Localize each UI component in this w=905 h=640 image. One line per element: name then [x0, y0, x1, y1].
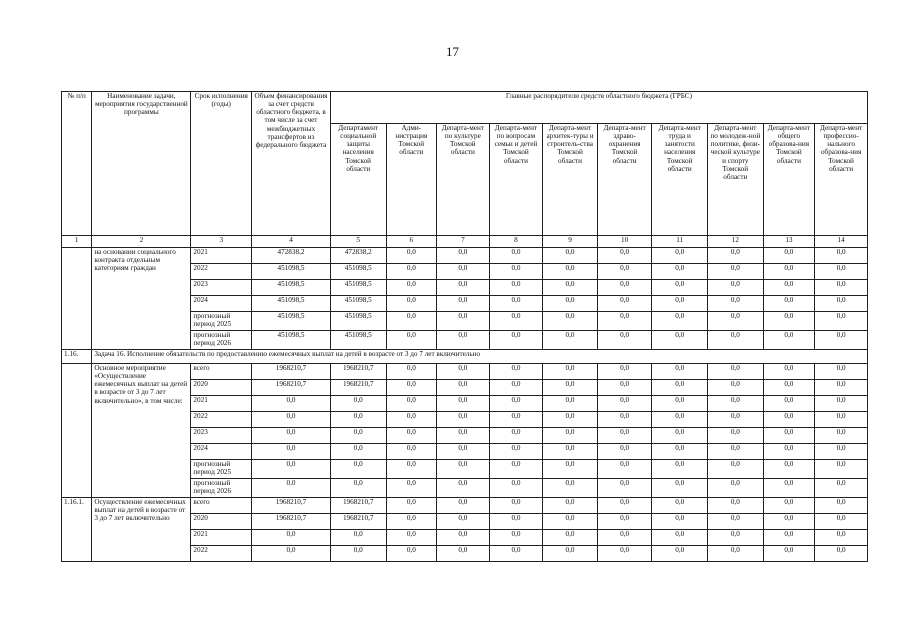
value-cell: 1968210,7	[330, 514, 386, 530]
value-cell: 0,0	[330, 546, 386, 562]
value-cell: 0,0	[543, 380, 598, 396]
term-cell: прогнозный период 2025	[191, 460, 252, 479]
value-cell: 0,0	[386, 530, 437, 546]
value-cell: 0,0	[763, 380, 815, 396]
value-cell: 0,0	[597, 498, 652, 514]
term-cell: 2023	[191, 428, 252, 444]
value-cell: 451098,5	[330, 264, 386, 280]
value-cell: 0,0	[330, 428, 386, 444]
value-cell: 0,0	[815, 364, 868, 380]
value-cell: 451098,5	[252, 296, 331, 312]
column-number-1: 1	[62, 236, 92, 248]
value-cell: 0,0	[330, 460, 386, 479]
value-cell: 0,0	[386, 412, 437, 428]
value-cell: 0,0	[815, 460, 868, 479]
column-number-9: 9	[543, 236, 598, 248]
measure-name: на основании социального контракта отдельным категориям граждан	[92, 248, 191, 350]
value-cell: 0,0	[815, 514, 868, 530]
term-cell: прогнозный период 2025	[191, 312, 252, 331]
row-num	[62, 364, 92, 498]
value-cell: 0,0	[815, 264, 868, 280]
value-cell: 0,0	[543, 264, 598, 280]
value-cell: 0,0	[386, 312, 437, 331]
value-cell: 0,0	[437, 412, 490, 428]
value-cell: 0,0	[252, 428, 331, 444]
value-cell: 0,0	[763, 296, 815, 312]
value-cell: 0,0	[652, 364, 708, 380]
term-cell: 2024	[191, 444, 252, 460]
value-cell: 0,0	[330, 444, 386, 460]
value-cell: 0,0	[386, 280, 437, 296]
value-cell: 0,0	[763, 364, 815, 380]
value-cell: 0,0	[652, 479, 708, 498]
value-cell: 0,0	[815, 412, 868, 428]
header-grbs-7: Департа-мент труда и занятости населения Томской области	[652, 124, 708, 236]
header-term: Срок исполнения (годы)	[191, 92, 252, 236]
value-cell: 0,0	[489, 530, 543, 546]
value-cell: 451098,5	[252, 312, 331, 331]
value-cell: 0,0	[815, 312, 868, 331]
value-cell: 451098,5	[330, 296, 386, 312]
value-cell: 0,0	[708, 498, 764, 514]
value-cell: 0,0	[597, 546, 652, 562]
value-cell: 0,0	[708, 514, 764, 530]
column-number-13: 13	[763, 236, 815, 248]
value-cell: 0,0	[543, 331, 598, 350]
measure-name: Осуществление ежемесячных выплат на детей в возрасте от 3 до 7 лет включительно	[92, 498, 191, 562]
value-cell: 0,0	[252, 444, 331, 460]
value-cell: 0,0	[252, 546, 331, 562]
value-cell: 0,0	[386, 514, 437, 530]
value-cell: 0,0	[543, 514, 598, 530]
value-cell: 451098,5	[330, 312, 386, 331]
value-cell: 0,0	[386, 248, 437, 264]
value-cell: 0,0	[437, 331, 490, 350]
value-cell: 0,0	[815, 546, 868, 562]
value-cell: 0,0	[252, 412, 331, 428]
value-cell: 0,0	[652, 280, 708, 296]
value-cell: 0,0	[597, 296, 652, 312]
column-number-7: 7	[437, 236, 490, 248]
value-cell: 0,0	[763, 546, 815, 562]
value-cell: 451098,5	[252, 264, 331, 280]
row-num: 1.16.1.	[62, 498, 92, 562]
value-cell: 0,0	[763, 460, 815, 479]
column-number-14: 14	[815, 236, 868, 248]
value-cell: 0,0	[252, 530, 331, 546]
term-cell: 2022	[191, 264, 252, 280]
header-grbs-5: Департа-мент архитек-туры и строитель-ства Томской области	[543, 124, 598, 236]
value-cell: 0,0	[489, 396, 543, 412]
value-cell: 0,0	[386, 364, 437, 380]
value-cell: 0,0	[543, 312, 598, 331]
value-cell: 0,0	[386, 264, 437, 280]
term-cell: 2024	[191, 296, 252, 312]
value-cell: 0,0	[386, 498, 437, 514]
column-number-5: 5	[330, 236, 386, 248]
value-cell: 0,0	[815, 280, 868, 296]
value-cell: 0,0	[763, 412, 815, 428]
value-cell: 0,0	[543, 280, 598, 296]
value-cell: 0,0	[330, 396, 386, 412]
value-cell: 0,0	[763, 331, 815, 350]
value-cell: 472838,2	[252, 248, 331, 264]
value-cell: 0,0	[597, 460, 652, 479]
term-cell: всего	[191, 364, 252, 380]
value-cell: 0,0	[597, 396, 652, 412]
value-cell: 0,0	[437, 530, 490, 546]
value-cell: 0,0	[543, 546, 598, 562]
financing-table	[61, 91, 868, 562]
value-cell: 0,0	[252, 396, 331, 412]
column-number-6: 6	[386, 236, 437, 248]
term-cell: прогнозный период 2026	[191, 331, 252, 350]
value-cell: 0,0	[708, 296, 764, 312]
value-cell: 0,0	[708, 530, 764, 546]
term-cell: 2021	[191, 530, 252, 546]
value-cell: 0,0	[489, 514, 543, 530]
term-cell: 2020	[191, 380, 252, 396]
value-cell: 0,0	[763, 498, 815, 514]
value-cell: 0,0	[815, 380, 868, 396]
value-cell: 1968210,7	[252, 364, 331, 380]
value-cell: 0,0	[489, 460, 543, 479]
value-cell: 0,0	[489, 248, 543, 264]
value-cell: 0,0	[597, 380, 652, 396]
value-cell: 0,0	[763, 428, 815, 444]
value-cell: 0,0	[815, 396, 868, 412]
value-cell: 1968210,7	[330, 364, 386, 380]
term-cell: всего	[191, 498, 252, 514]
value-cell: 0,0	[597, 364, 652, 380]
value-cell: 0,0	[330, 412, 386, 428]
value-cell: 0,0	[652, 428, 708, 444]
value-cell: 0,0	[708, 444, 764, 460]
value-cell: 0,0	[815, 331, 868, 350]
value-cell: 0,0	[815, 498, 868, 514]
value-cell: 0,0	[437, 280, 490, 296]
header-grbs-10: Департа-мент профессио-нального образова-ния Томской области	[815, 124, 868, 236]
header-grbs-1: Департамент социальной защиты населения Томской области	[330, 124, 386, 236]
value-cell: 0,0	[330, 530, 386, 546]
value-cell: 1968210,7	[252, 514, 331, 530]
value-cell: 0,0	[652, 546, 708, 562]
value-cell: 0,0	[652, 412, 708, 428]
value-cell: 0,0	[543, 530, 598, 546]
value-cell: 0,0	[386, 444, 437, 460]
value-cell: 0,0	[708, 280, 764, 296]
value-cell: 0,0	[597, 312, 652, 331]
value-cell: 0,0	[597, 514, 652, 530]
value-cell: 0,0	[708, 460, 764, 479]
term-cell: 2022	[191, 412, 252, 428]
header-name: Наименование задачи, мероприятия государственной программы	[92, 92, 191, 236]
value-cell: 0,0	[597, 444, 652, 460]
term-cell: прогнозный период 2026	[191, 479, 252, 498]
value-cell: 0,0	[489, 331, 543, 350]
value-cell: 0,0	[437, 498, 490, 514]
value-cell: 0,0	[543, 296, 598, 312]
value-cell: 0,0	[763, 479, 815, 498]
value-cell: 0,0	[489, 412, 543, 428]
value-cell: 0,0	[489, 546, 543, 562]
value-cell: 0,0	[437, 460, 490, 479]
value-cell: 0,0	[489, 296, 543, 312]
table-row	[62, 364, 868, 380]
value-cell: 0,0	[652, 444, 708, 460]
header-grbs-4: Департа-мент по вопросам семьи и детей Томской области	[489, 124, 543, 236]
value-cell: 0,0	[708, 364, 764, 380]
value-cell: 0,0	[763, 280, 815, 296]
header-num: № п/п	[62, 92, 92, 236]
value-cell: 0,0	[815, 296, 868, 312]
value-cell: 0,0	[386, 460, 437, 479]
value-cell: 0,0	[597, 248, 652, 264]
value-cell: 0,0	[763, 514, 815, 530]
value-cell: 0,0	[437, 380, 490, 396]
column-number-10: 10	[597, 236, 652, 248]
value-cell: 1968210,7	[252, 380, 331, 396]
value-cell: 0,0	[543, 460, 598, 479]
value-cell: 0,0	[386, 479, 437, 498]
value-cell: 0,0	[815, 479, 868, 498]
value-cell: 1968210,7	[330, 498, 386, 514]
value-cell: 451098,5	[252, 280, 331, 296]
page-number: 17	[446, 44, 459, 59]
value-cell: 0,0	[543, 248, 598, 264]
column-number-12: 12	[708, 236, 764, 248]
value-cell: 0,0	[489, 428, 543, 444]
value-cell: 0,0	[652, 396, 708, 412]
value-cell: 0,0	[437, 296, 490, 312]
value-cell: 0,0	[489, 264, 543, 280]
value-cell: 0,0	[708, 546, 764, 562]
value-cell: 0,0	[543, 479, 598, 498]
value-cell: 0,0	[652, 331, 708, 350]
value-cell: 0,0	[763, 444, 815, 460]
value-cell: 0,0	[597, 428, 652, 444]
value-cell: 0,0	[708, 412, 764, 428]
value-cell: 0,0	[252, 479, 331, 498]
value-cell: 0,0	[386, 296, 437, 312]
value-cell: 472838,2	[330, 248, 386, 264]
value-cell: 0,0	[652, 380, 708, 396]
value-cell: 0,0	[597, 412, 652, 428]
value-cell: 0,0	[763, 530, 815, 546]
value-cell: 0,0	[437, 248, 490, 264]
value-cell: 0,0	[708, 264, 764, 280]
value-cell: 0,0	[252, 460, 331, 479]
value-cell: 1968210,7	[252, 498, 331, 514]
column-number-3: 3	[191, 236, 252, 248]
value-cell: 0,0	[652, 514, 708, 530]
value-cell: 0,0	[543, 412, 598, 428]
value-cell: 0,0	[652, 248, 708, 264]
value-cell: 0,0	[708, 331, 764, 350]
value-cell: 0,0	[489, 479, 543, 498]
value-cell: 0,0	[543, 428, 598, 444]
header-grbs-3: Департа-мент по культуре Томской области	[437, 124, 490, 236]
value-cell: 0,0	[543, 498, 598, 514]
value-cell: 451098,5	[330, 280, 386, 296]
task-row	[62, 350, 868, 364]
value-cell: 451098,5	[330, 331, 386, 350]
value-cell: 0,0	[597, 331, 652, 350]
header-grbs-9: Департа-мент общего образова-ния Томской области	[763, 124, 815, 236]
value-cell: 0,0	[437, 514, 490, 530]
value-cell: 451098,5	[252, 331, 331, 350]
value-cell: 0,0	[763, 396, 815, 412]
value-cell: 0,0	[708, 248, 764, 264]
value-cell: 0,0	[597, 530, 652, 546]
value-cell: 0,0	[708, 428, 764, 444]
value-cell: 0,0	[437, 479, 490, 498]
value-cell: 0,0	[543, 396, 598, 412]
term-cell: 2023	[191, 280, 252, 296]
value-cell: 0,0	[815, 530, 868, 546]
value-cell: 0,0	[708, 380, 764, 396]
value-cell: 0,0	[815, 428, 868, 444]
column-number-4: 4	[252, 236, 331, 248]
value-cell: 0,0	[597, 264, 652, 280]
column-number-2: 2	[92, 236, 191, 248]
value-cell: 0,0	[763, 264, 815, 280]
header-grbs-2: Адми-нистрация Томской области	[386, 124, 437, 236]
row-num	[62, 248, 92, 350]
term-cell: 2021	[191, 248, 252, 264]
value-cell: 0,0	[708, 479, 764, 498]
value-cell: 0,0	[330, 479, 386, 498]
value-cell: 0,0	[815, 248, 868, 264]
value-cell: 0,0	[437, 312, 490, 331]
value-cell: 0,0	[386, 428, 437, 444]
term-cell: 2021	[191, 396, 252, 412]
value-cell: 0,0	[386, 331, 437, 350]
task-title: Задача 16. Исполнение обязательств по предоставлению ежемесячных выплат на детей в возрасте от 3 до 7 лет включительно	[92, 350, 868, 364]
value-cell: 0,0	[763, 312, 815, 331]
measure-name: Основное мероприятие «Осуществление ежемесячных выплат на детей в возрасте от 3 до 7 лет включительно», в том числе:	[92, 364, 191, 498]
header-grbs-8: Департа-мент по молодеж-ной политике, физи-ческой культуре и спорту Томской области	[708, 124, 764, 236]
value-cell: 0,0	[437, 396, 490, 412]
value-cell: 0,0	[489, 364, 543, 380]
value-cell: 0,0	[489, 280, 543, 296]
column-number-8: 8	[489, 236, 543, 248]
value-cell: 0,0	[652, 312, 708, 331]
value-cell: 0,0	[652, 264, 708, 280]
value-cell: 0,0	[597, 479, 652, 498]
value-cell: 0,0	[386, 380, 437, 396]
value-cell: 0,0	[489, 312, 543, 331]
value-cell: 0,0	[437, 444, 490, 460]
value-cell: 0,0	[652, 296, 708, 312]
value-cell: 0,0	[708, 312, 764, 331]
term-cell: 2022	[191, 546, 252, 562]
value-cell: 0,0	[437, 364, 490, 380]
value-cell: 0,0	[437, 546, 490, 562]
table-row	[62, 248, 868, 264]
value-cell: 0,0	[708, 396, 764, 412]
value-cell: 0,0	[652, 498, 708, 514]
header-grbs-6: Департа-мент здраво-охранения Томской области	[597, 124, 652, 236]
value-cell: 0,0	[543, 364, 598, 380]
value-cell: 0,0	[652, 460, 708, 479]
value-cell: 0,0	[543, 444, 598, 460]
value-cell: 0,0	[597, 280, 652, 296]
value-cell: 0,0	[489, 380, 543, 396]
value-cell: 0,0	[489, 444, 543, 460]
value-cell: 0,0	[815, 444, 868, 460]
table-row	[62, 498, 868, 514]
value-cell: 0,0	[437, 428, 490, 444]
value-cell: 0,0	[489, 498, 543, 514]
value-cell: 0,0	[437, 264, 490, 280]
task-num: 1.16.	[62, 350, 92, 364]
header-volume: Объем финансирования за счет средств областного бюджета, в том числе за счет межбюджетных трансфертов из федерального бюджета	[252, 92, 331, 236]
term-cell: 2020	[191, 514, 252, 530]
value-cell: 0,0	[386, 546, 437, 562]
value-cell: 0,0	[652, 530, 708, 546]
column-number-11: 11	[652, 236, 708, 248]
value-cell: 0,0	[763, 248, 815, 264]
header-grbs-group: Главные распорядители средств областного бюджета (ГРБС)	[330, 92, 867, 124]
value-cell: 1968210,7	[330, 380, 386, 396]
value-cell: 0,0	[386, 396, 437, 412]
